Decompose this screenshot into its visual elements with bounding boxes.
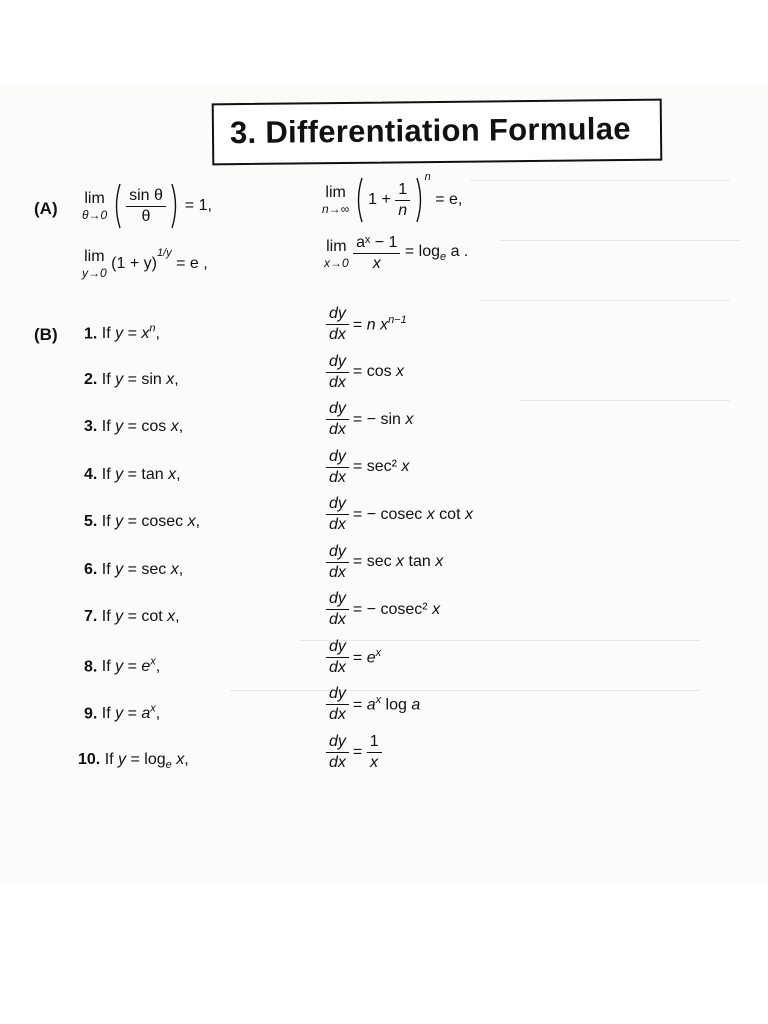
derivative-expression bbox=[326, 638, 381, 677]
item-number: 6. bbox=[84, 560, 102, 578]
formula-condition bbox=[84, 703, 160, 723]
title-box bbox=[212, 99, 663, 166]
dy-dx-fraction: $\frac{dy}{dx}$ bbox=[326, 685, 349, 724]
formula-a3: lim y→0 $(1 + y)^{1/y} = e$ , bbox=[82, 246, 208, 280]
item-number: 7. bbox=[84, 608, 102, 625]
derivative-result: = − sin x bbox=[352, 410, 414, 428]
left-paren bbox=[112, 182, 122, 230]
dy-dx-fraction: $\frac{dy}{dx}$ bbox=[326, 305, 349, 344]
derivative-result: = sec x tan x bbox=[352, 553, 444, 570]
bleed-through-line bbox=[480, 300, 730, 301]
section-a-label: (A) bbox=[34, 199, 58, 218]
derivative-result: = $\frac{1}{x}$ bbox=[353, 733, 382, 772]
item-number: 9. bbox=[84, 705, 102, 723]
formula-a4: lim x→0 $\frac{\text{aˣ − 1}}{x}$ = $\log_e a$ . bbox=[324, 234, 469, 272]
condition-text: If y = sec x, bbox=[101, 560, 184, 578]
formula-condition bbox=[78, 751, 189, 771]
derivative-result: = $a^x$ log a bbox=[352, 694, 421, 714]
dy-dx-fraction: $\frac{dy}{dx}$ bbox=[326, 543, 349, 582]
dy-dx-fraction: $\frac{dy}{dx}$ bbox=[326, 590, 349, 629]
item-number: 4. bbox=[84, 465, 102, 483]
left-paren bbox=[354, 176, 364, 224]
derivative-expression bbox=[326, 448, 409, 487]
derivative-expression bbox=[326, 495, 473, 534]
derivative-expression bbox=[326, 543, 443, 582]
derivative-result: = − cosec x cot x bbox=[352, 505, 473, 523]
derivative-expression bbox=[326, 305, 407, 344]
item-number: 8. bbox=[84, 657, 102, 675]
formula-condition bbox=[84, 656, 160, 676]
dy-dx-fraction: $\frac{dy}{dx}$ bbox=[326, 400, 349, 439]
formula-condition bbox=[84, 466, 181, 484]
condition-text: If y = cosec x, bbox=[101, 513, 201, 530]
item-number: 5. bbox=[84, 513, 102, 530]
right-paren bbox=[415, 176, 425, 224]
derivative-expression bbox=[326, 353, 404, 392]
derivative-expression bbox=[326, 733, 382, 772]
bleed-through-line bbox=[230, 690, 700, 691]
derivative-result: = − cosec² x bbox=[352, 600, 441, 618]
derivative-result: = cos x bbox=[352, 363, 405, 380]
page-title: 3. Differentiation Formulae bbox=[229, 110, 631, 151]
item-number: 3. bbox=[84, 418, 102, 435]
formula-condition bbox=[84, 371, 179, 389]
condition-text: If $y = e^x$, bbox=[101, 655, 161, 675]
derivative-expression bbox=[326, 400, 413, 439]
condition-text: If y = tan x, bbox=[101, 465, 181, 483]
dy-dx-fraction: $\frac{dy}{dx}$ bbox=[326, 733, 349, 772]
formula-a1: lim θ→0 $\frac{\text{sin θ}}{\theta}$ = 1, bbox=[82, 182, 212, 230]
derivative-expression bbox=[326, 590, 440, 629]
condition-text: If $y = a^x$, bbox=[101, 703, 161, 723]
bleed-through-line bbox=[470, 180, 730, 181]
derivative-expression bbox=[326, 685, 420, 724]
dy-dx-fraction: $\frac{dy}{dx}$ bbox=[326, 448, 349, 487]
condition-text: If y = sin x, bbox=[101, 370, 179, 388]
dy-dx-fraction: $\frac{dy}{dx}$ bbox=[326, 353, 349, 392]
condition-text: If $y = \log_e x$, bbox=[104, 750, 189, 771]
bleed-through-line bbox=[520, 400, 730, 401]
derivative-result: = sec² x bbox=[352, 458, 410, 475]
dy-dx-fraction: $\frac{dy}{dx}$ bbox=[326, 638, 349, 677]
formula-condition bbox=[84, 513, 200, 531]
condition-text: If $y = x^n$, bbox=[101, 323, 160, 343]
derivative-result: = n $x^{n-1}$ bbox=[352, 314, 407, 334]
condition-text: If y = cos x, bbox=[101, 418, 184, 435]
formula-condition bbox=[84, 323, 160, 343]
item-number: 2. bbox=[84, 370, 102, 388]
right-paren bbox=[170, 182, 180, 230]
section-b-label: (B) bbox=[34, 325, 58, 344]
formula-condition bbox=[84, 561, 183, 579]
derivative-result: = $e^x$ bbox=[352, 646, 382, 667]
formula-condition bbox=[84, 418, 183, 436]
dy-dx-fraction: $\frac{dy}{dx}$ bbox=[326, 495, 349, 534]
item-number: 10. bbox=[78, 750, 105, 768]
condition-text: If y = cot x, bbox=[101, 608, 180, 625]
item-number: 1. bbox=[84, 325, 102, 343]
formula-a2: lim n→∞ 1 + $\frac{1}{n}$ $^n$ = e, bbox=[322, 176, 462, 224]
formula-condition bbox=[84, 608, 180, 626]
bleed-through-line bbox=[500, 240, 740, 241]
